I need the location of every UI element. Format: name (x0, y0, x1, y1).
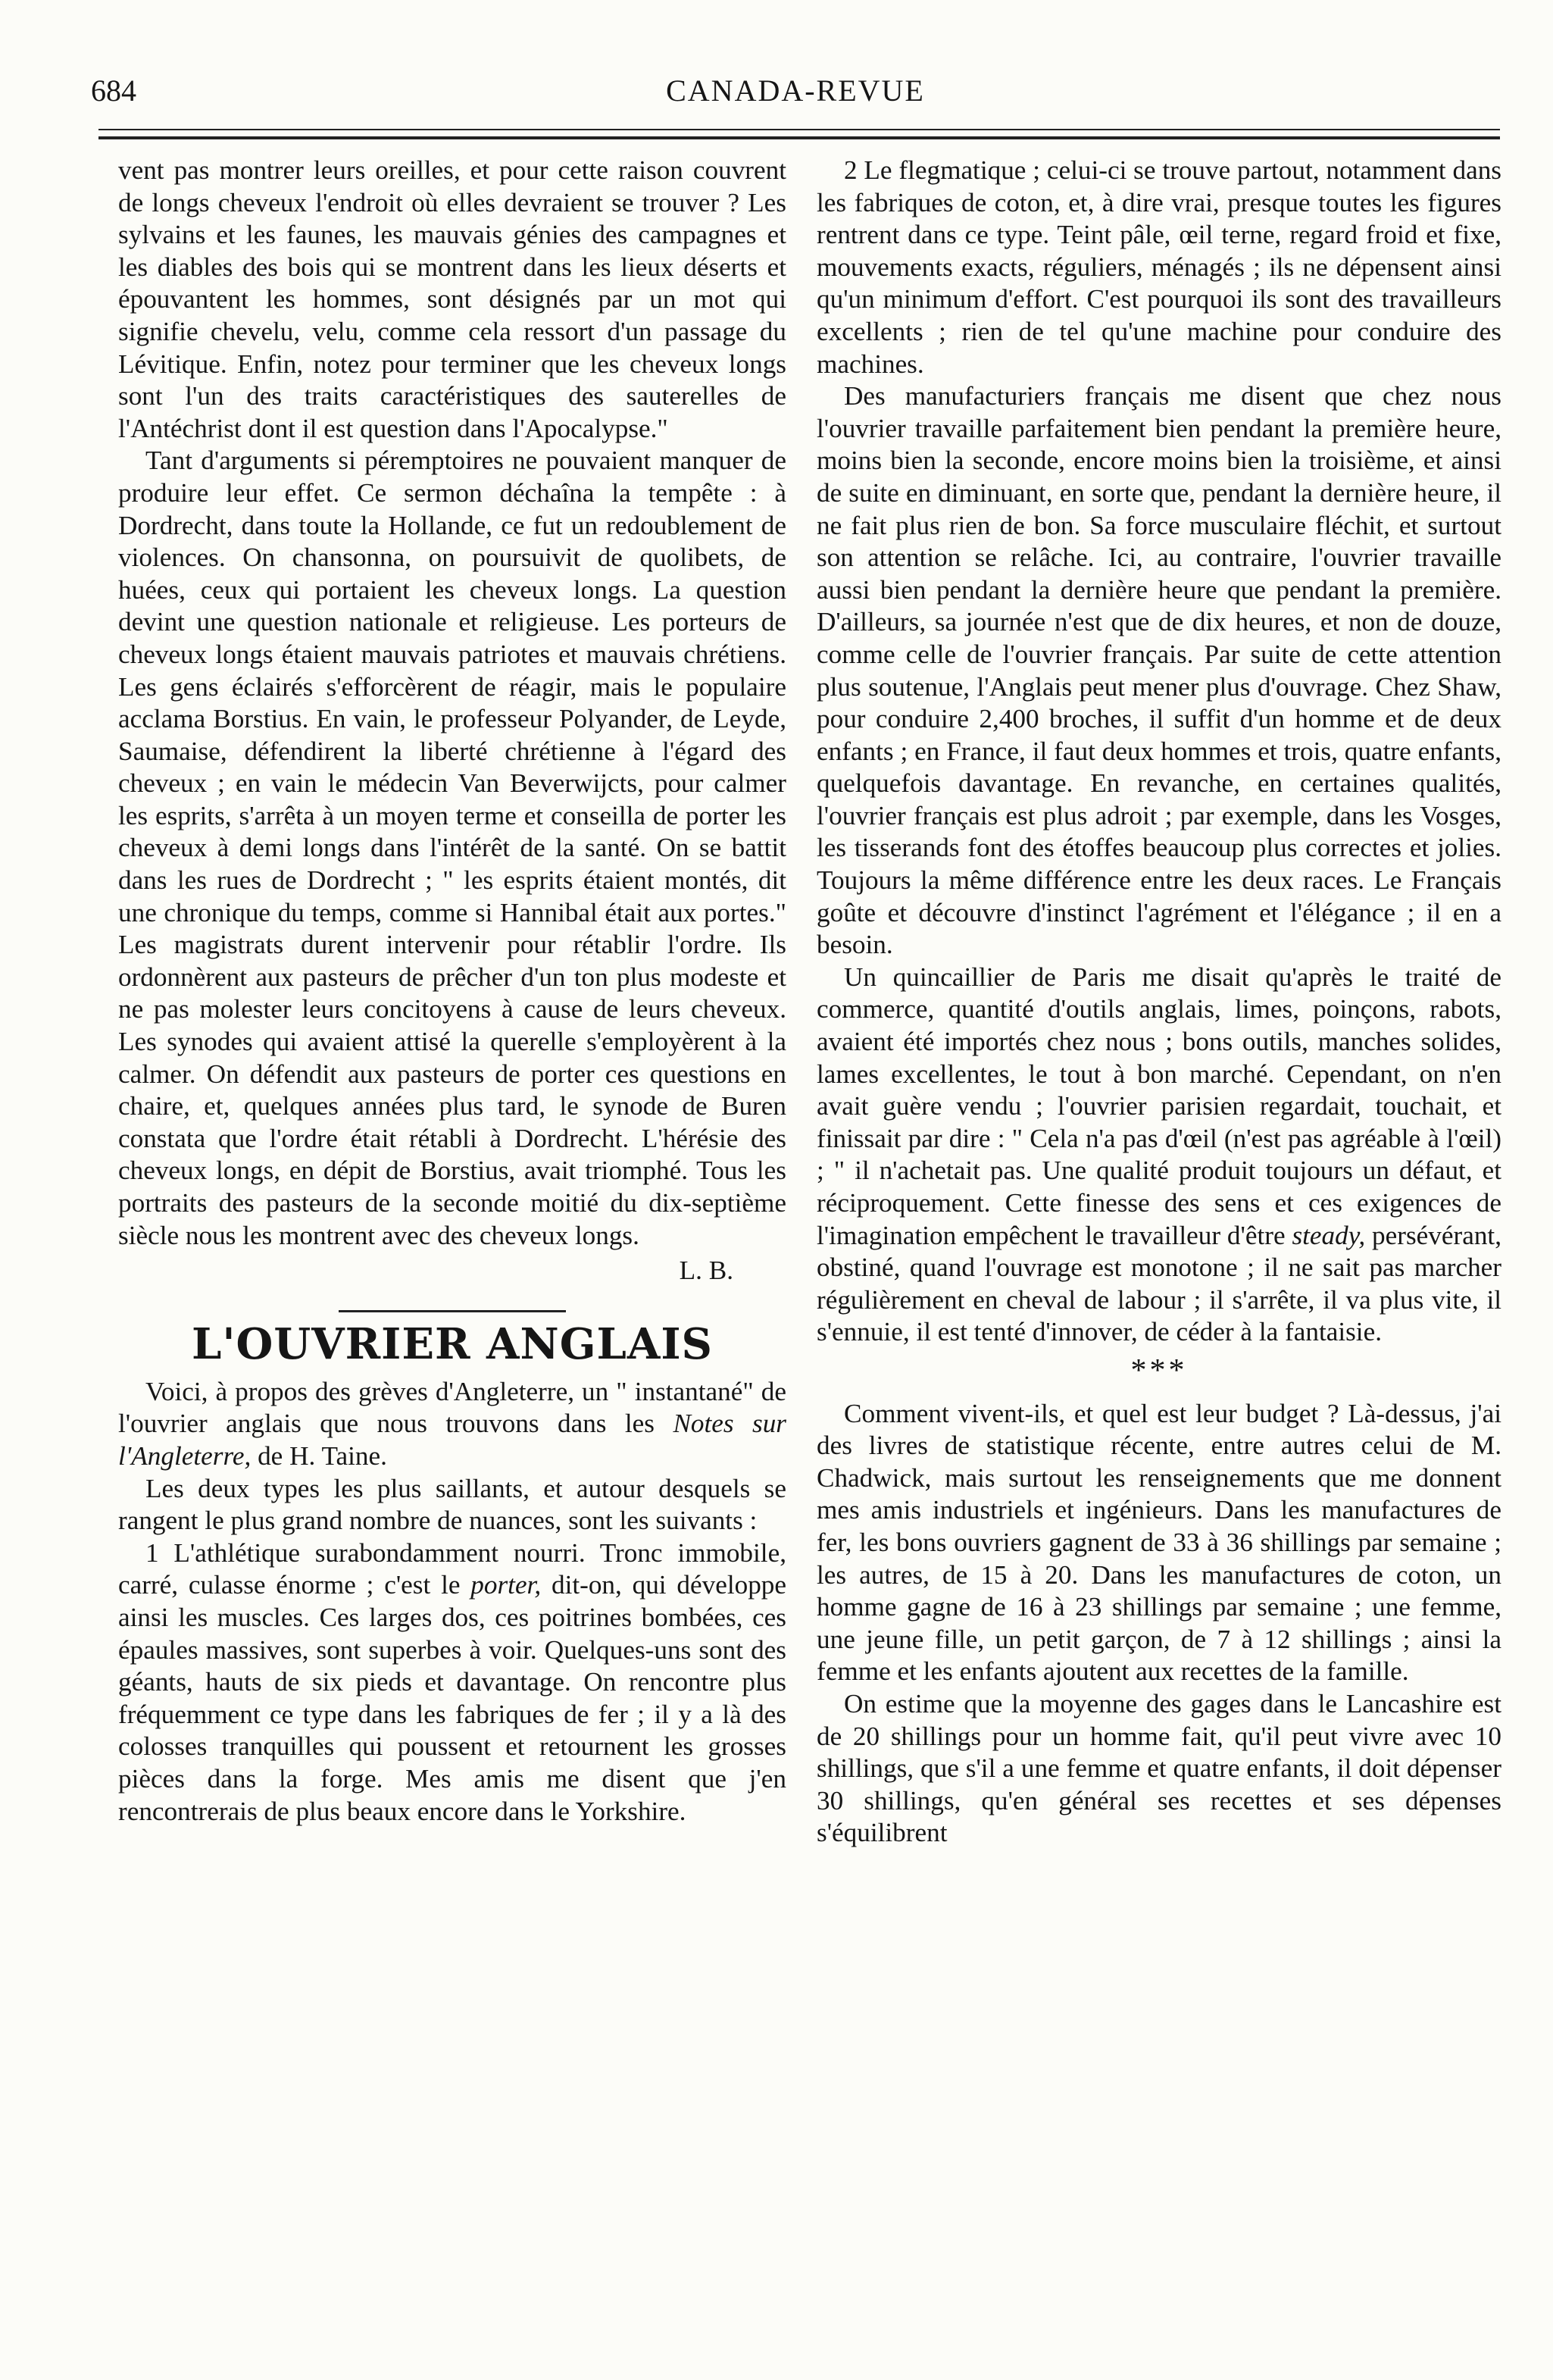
paragraph (118, 1537, 786, 1828)
cited-work: Notes sur l'Angleterre, (118, 1409, 786, 1471)
paragraph: Comment vivent-ils, et quel est leur budget ? Là-dessus, j'ai des livres de statistique récente, entre autres celui de M. Chadwick, mais surtout les renseignements que me donnent mes amis industriels et ingénieurs. Dans les manufactures de fer, les bons ouvriers gagnent de 33 à 36 shillings par semaine ; les autres, de 15 à 20. Dans les manufactures de coton, un homme gagne de 16 à 23 shillings par semaine ; une femme, une jeune fille, un petit garçon, de 7 à 12 shillings ; ainsi la femme et les enfants ajoutent aux recettes de la famille. (817, 1398, 1501, 1687)
italic-term: porter, (470, 1570, 542, 1600)
paragraph: 2 Le flegmatique ; celui-ci se trouve partout, notamment dans les fabriques de coton, et, à dire vrai, presque toutes les figures rentrent dans ce type. Teint pâle, œil terne, regard froid et fixe, mouvements exacts, réguliers, ménagés ; ils ne dépensent ainsi qu'un minimum d'effort. C'est pourquoi ils sont des travailleurs excellents ; rien de tel qu'une machine pour conduire des machines. (817, 155, 1501, 379)
section-separator: *** (1130, 1353, 1188, 1388)
paragraph: Les deux types les plus saillants, et autour desquels se rangent le plus grand nombre de nuances, sont les suivants : (118, 1473, 786, 1536)
running-title: CANADA-REVUE (666, 73, 925, 108)
intro-text-end: de H. Taine. (258, 1440, 387, 1471)
page-number: 684 (91, 73, 136, 108)
section-rule (339, 1310, 566, 1312)
page-header (91, 73, 1500, 118)
paragraph (817, 962, 1501, 1349)
paragraph: Tant d'arguments si péremptoires ne pouvaient manquer de produire leur effet. Ce sermon déchaîna la tempête : à Dordrecht, dans toute la Hollande, ce fut un redoublement de violences. On chansonna, on poursuivit de quolibets, de huées, ceux qui portaient les cheveux longs. La question devint une question nationale et religieuse. Les porteurs de cheveux longs étaient mauvais patriotes et mauvais chrétiens. Les gens éclairés s'efforcèrent de réagir, mais le populaire acclama Borstius. En vain, le professeur Polyander, de Leyde, Saumaise, défendirent la liberté chrétienne à l'égard des cheveux ; en vain le médecin Van Beverwijcts, pour calmer les esprits, s'arrêta à un moyen terme et conseilla de porter les cheveux à demi longs dans l'intérêt de la santé. On se battit dans les rues de Dordrecht ; " les esprits étaient montés, dit une chronique du temps, comme si Hannibal était aux portes." Les magistrats durent intervenir pour rétablir l'ordre. Ils ordonnèrent aux pasteurs de prêcher d'un ton plus modeste et ne pas molester leurs concitoyens à cause de leurs cheveux. Les synodes qui avaient attisé la querelle s'employèrent à la calmer. On défendit aux pasteurs de porter ces questions en chaire, et, quelques années plus tard, le synode de Buren constata que l'ordre était rétabli à Dordrecht. L'hérésie des cheveux longs, en dépit de Borstius, avait triomphé. Tous les portraits des pasteurs de la seconde moitié du dix-septième siècle nous les montrent avec des cheveux longs. (118, 446, 786, 1250)
paragraph: Des manufacturiers français me disent que chez nous l'ouvrier travaille parfaitement bien pendant la première heure, moins bien la seconde, encore moins bien la troisième, et ainsi de suite en diminuant, en sorte que, pendant la dernière heure, il ne fait plus rien de bon. Sa force musculaire fléchit, et surtout son attention se relâche. Ici, au contraire, l'ouvrier travaille aussi bien pendant la dernière heure que pendant la première. D'ailleurs, sa journée n'est que de dix heures, et non de douze, comme celle de l'ouvrier français. Par suite de cette attention plus soutenue, l'Anglais peut mener plus d'ouvrage. Chez Shaw, pour conduire 2,400 broches, il suffit d'un homme et de deux enfants ; en France, il faut deux hommes et trois, quatre enfants, quelquefois davantage. En revanche, en certaines qualités, l'ouvrier français est plus adroit ; par exemple, dans les Vosges, les tisserands font des étoffes beaucoup plus correctes et jolies. Toujours la même différence entre les deux races. Le Français goûte et découvre d'instinct l'agrément et l'élégance ; il en a besoin. (817, 381, 1501, 960)
header-rule-thin (98, 129, 1500, 130)
intro-text: Voici, à propos des grèves d'Angleterre, un " instantané" de l'ouvrier anglais que nous trouvons dans les (118, 1376, 786, 1439)
italic-term: steady, (1292, 1220, 1366, 1250)
paragraph (118, 1376, 786, 1473)
right-column (817, 155, 1501, 1850)
type-one-text-end: dit-on, qui développe ainsi les muscles. Ces larges dos, ces poitrines bombées, ces épaules massives, sont superbes à voir. Quelques-uns sont des géants, hauts de six pieds et davantage. On rencontre plus fréquemment ce type dans les fabriques de fer ; il y a là des colosses tranquilles qui poussent et retournent les grosses pièces dans la forge. Mes amis me disent que j'en rencontrerais de plus beaux encore dans le Yorkshire. (118, 1570, 786, 1826)
header-rule-thick (98, 136, 1500, 139)
type-one-text: 1 L'athlétique surabondamment nourri. Tronc immobile, carré, culasse énorme ; c'est le (118, 1537, 786, 1600)
paragraph: On estime que la moyenne des gages dans le Lancashire est de 20 shillings pour un homme fait, qu'il peut vivre avec 10 shillings, que s'il a une femme et quatre enfants, il doit dépenser 30 shillings, qu'en général ses recettes et ses dépenses s'équilibrent (817, 1688, 1501, 1848)
paragraph-text: Un quincaillier de Paris me disait qu'après le traité de commerce, quantité d'outils anglais, limes, poinçons, rabots, avaient été importés chez nous ; bons outils, manches solides, lames excellentes, le tout à bon marché. Cependant, on n'en avait guère vendu ; l'ouvrier parisien regardait, touchait, et finissait par dire : " Cela n'a pas d'œil (n'est pas agréable à l'œil) ; " il n'achetait pas. Une qualité produit toujours un défaut, et réciproquement. Cette finesse des sens et ces exigences de l'imagination empêchent le travailleur d'être (817, 962, 1501, 1250)
paragraph: vent pas montrer leurs oreilles, et pour cette raison couvrent de longs cheveux l'endroit où elles devraient se trouver ? Les sylvains et les faunes, les mauvais génies des campagnes et les diables des bois qui se montrent dans les lieux déserts et épouvantent les hommes, sont désignés par un mot qui signifie chevelu, velu, comme cela ressort d'un passage du Lévitique. Enfin, notez pour terminer que les cheveux longs sont l'un des traits caractéristiques des sauterelles de l'Antéchrist dont il est question dans l'Apocalypse." (118, 155, 786, 443)
author-signature: L. B. (679, 1256, 733, 1286)
paragraph-text-end: persévérant, obstiné, quand l'ouvrage est monotone ; il ne sait pas marcher régulièrement en cheval de labour ; il s'arrête, il va plus vite, il s'ennuie, il est tenté d'innover, de céder à la fantaisie. (817, 1220, 1502, 1347)
article-title: L'OUVRIER ANGLAIS (192, 1318, 713, 1369)
left-column (118, 155, 786, 1828)
